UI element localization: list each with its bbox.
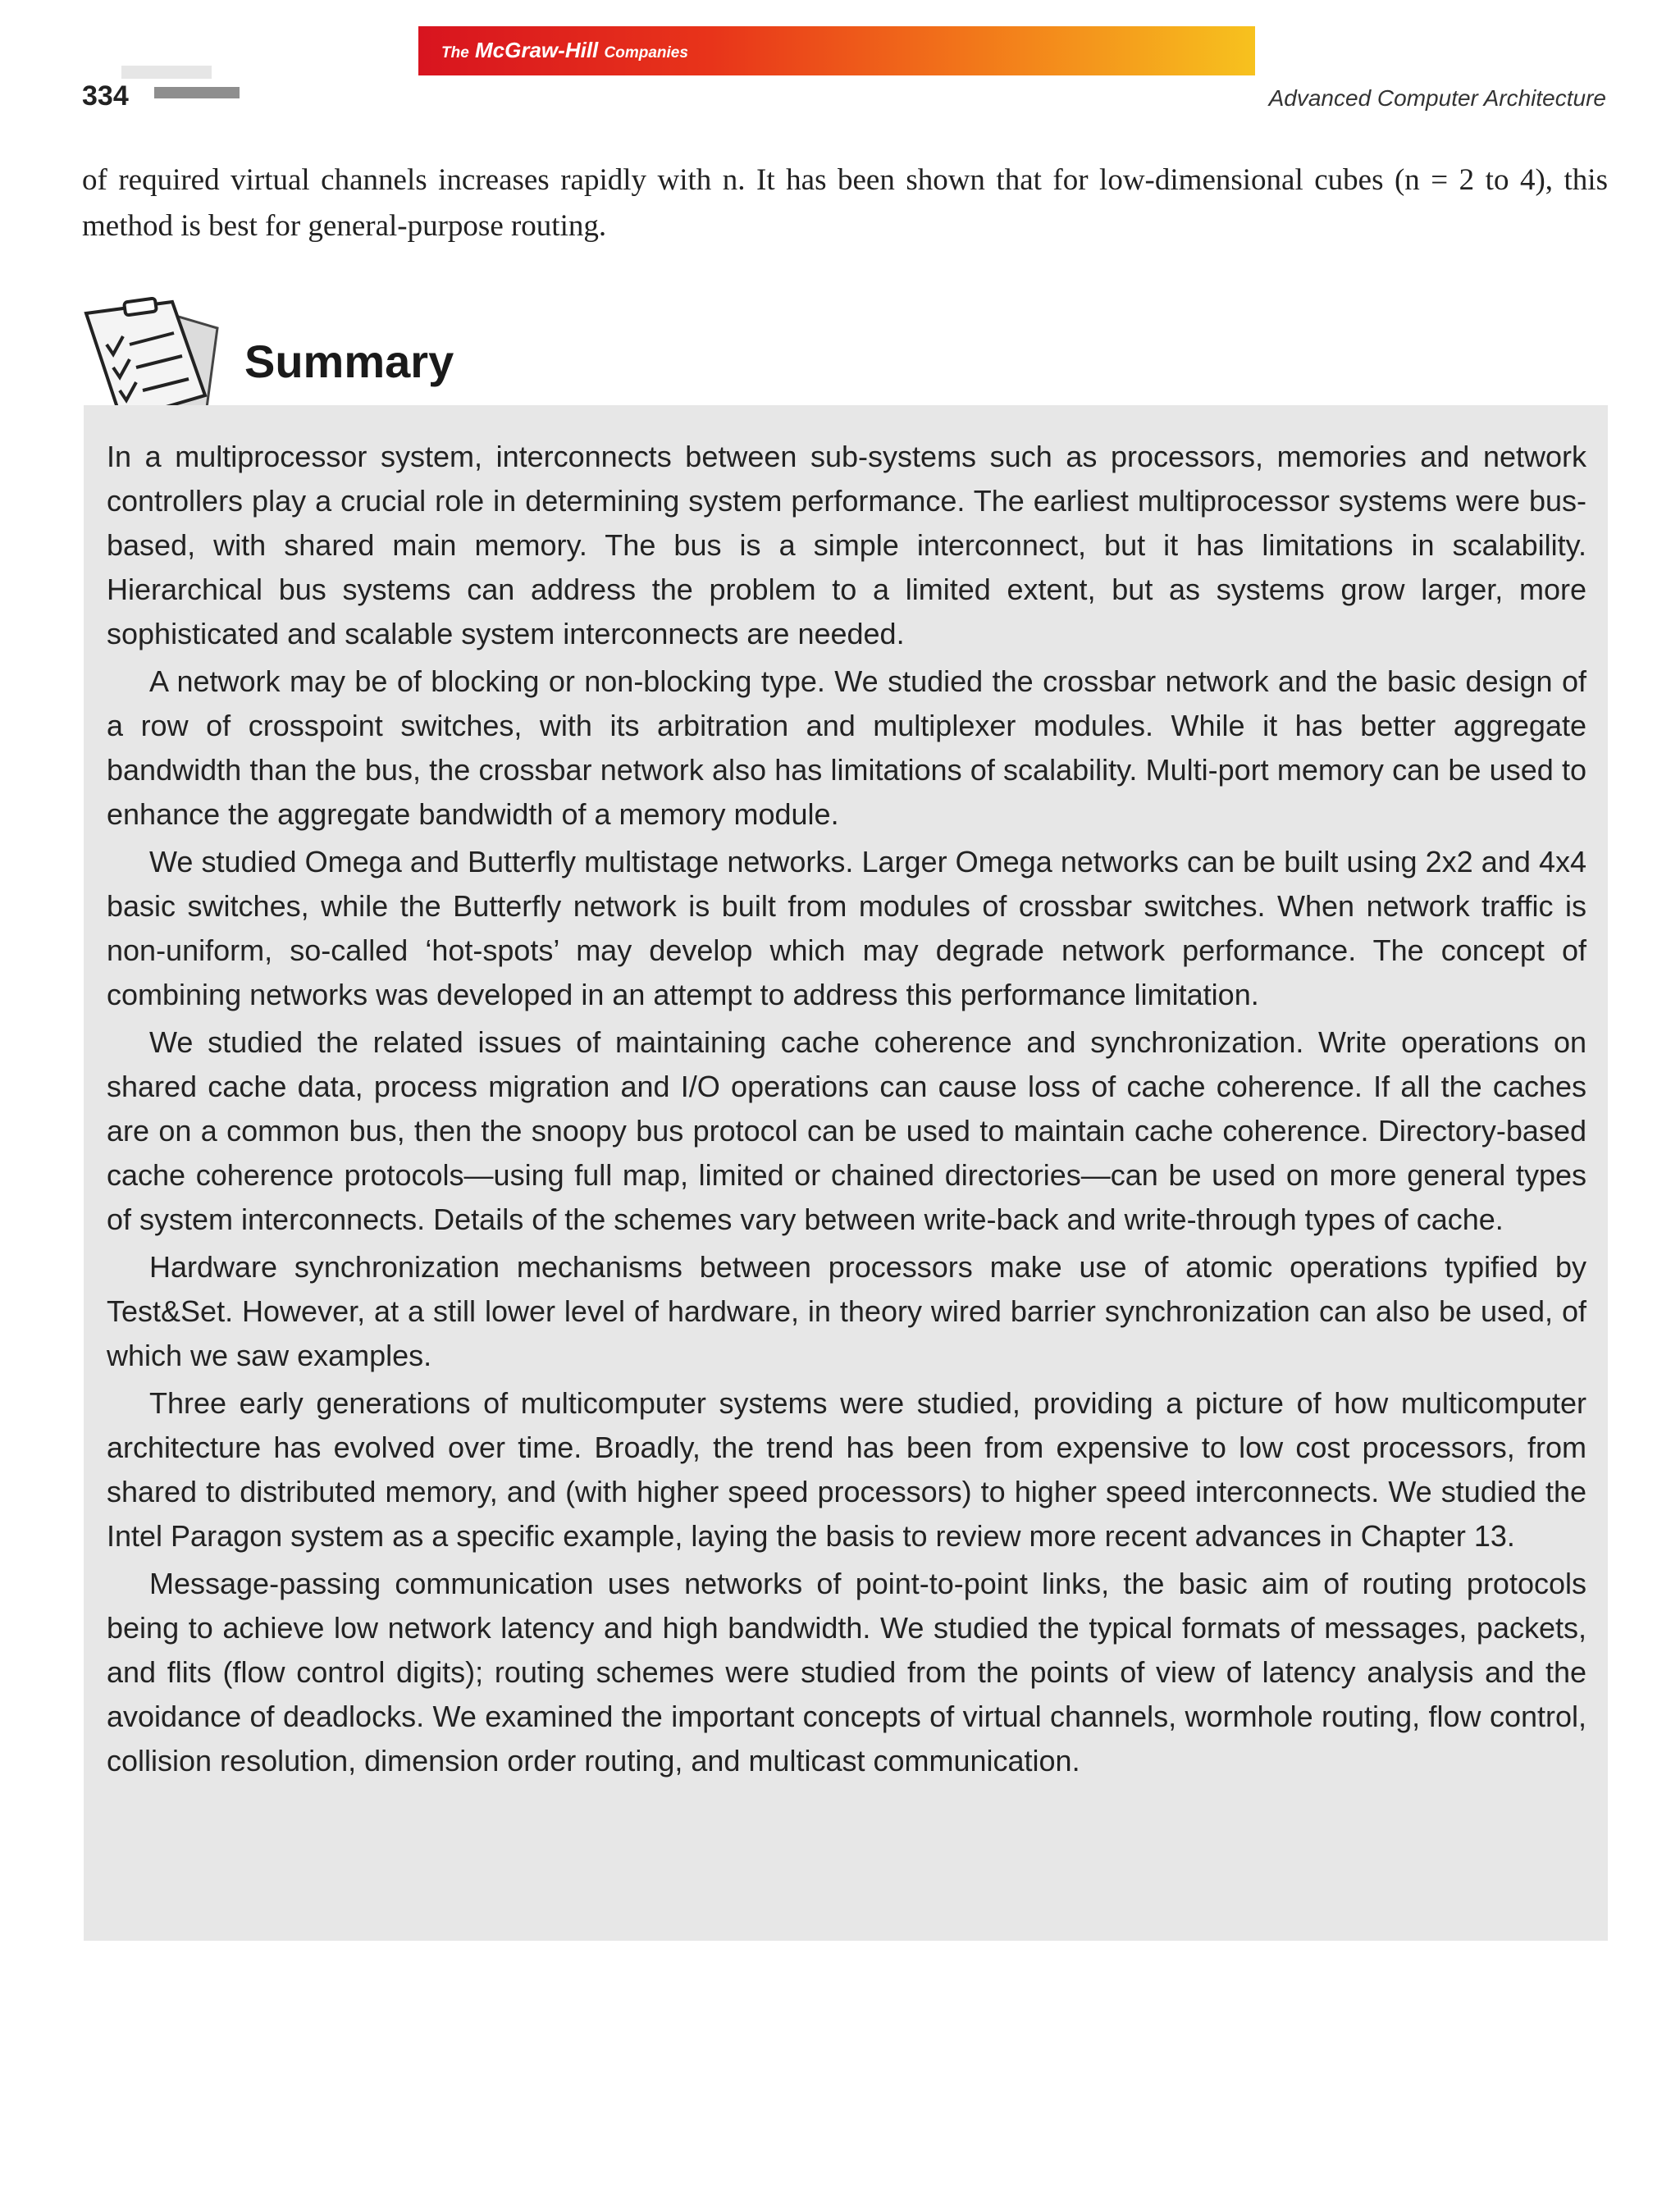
header-decoration-gray — [154, 87, 240, 98]
summary-paragraph: Three early generations of multicomputer systems were studied, providing a picture of how multicomputer architecture has evolved over time. Broadly, the trend has been from expensive to low cost processors, from shared to distributed memory, and (with higher speed processors) to higher speed interconnects. We studied the Intel Paragon system as a specific example, laying the basis to review more recent advances in Chapter 13. — [107, 1386, 1586, 1553]
header-decoration-light — [121, 66, 212, 79]
summary-paragraph: We studied Omega and Butterfly multistage networks. Larger Omega networks can be built using 2x2 and 4x4 basic switches, while the Butterfly network is built from modules of crossbar switches. When network traffic is non-uniform, so-called ‘hot-spots’ may develop which may degrade network performance. The concept of combining networks was developed in an attempt to address this performance limitation. — [107, 845, 1586, 1011]
intro-paragraph: of required virtual channels increases rapidly with n. It has been shown that for low-dimensional cubes (n = 2 to 4), this method is best for general-purpose routing. — [82, 163, 1608, 243]
publisher-logo: The McGraw-Hill Companies — [441, 38, 688, 62]
summary-paragraph: We studied the related issues of maintaining cache coherence and synchronization. Write operations on shared cache data, process migration and I/O operations can cause loss of cache coherence. If all the caches are on a common bus, then the snoopy bus protocol can be used to maintain cache coherence. Directory-based cache coherence protocols—using full map, limited or chained directories—can be used on more general types of system interconnects. Details of the schemes vary between write-back and write-through types of cache. — [107, 1025, 1586, 1236]
publisher-banner — [418, 26, 1255, 75]
summary-paragraph: In a multiprocessor system, interconnects between sub-systems such as processors, memories and network controllers play a crucial role in determining system performance. The earliest multiprocessor systems were bus-based, with shared main memory. The bus is a simple interconnect, but it has limitations in scalability. Hierarchical bus systems can address the problem to a limited extent, but as systems grow larger, more sophisticated and scalable system interconnects are needed. — [107, 440, 1586, 650]
summary-paragraph: Hardware synchronization mechanisms between processors make use of atomic operations typified by Test&Set. However, at a still lower level of hardware, in theory wired barrier synchronization can also be used, of which we saw examples. — [107, 1250, 1586, 1372]
summary-paragraph: Message-passing communication uses networks of point-to-point links, the basic aim of routing protocols being to achieve low network latency and high bandwidth. We studied the typical formats of messages, packets, and flits (flow control digits); routing schemes were studied from the points of view of latency analysis and the avoidance of deadlocks. We examined the important concepts of virtual channels, wormhole routing, flow control, collision resolution, dimension order routing, and multicast communication. — [107, 1567, 1586, 1777]
section-heading: Summary — [244, 335, 454, 387]
running-head: Advanced Computer Architecture — [1268, 85, 1606, 111]
summary-body — [107, 435, 1586, 1787]
page-number: 334 — [82, 80, 129, 112]
summary-paragraph: A network may be of blocking or non-blocking type. We studied the crossbar network and the basic design of a row of crosspoint switches, with its arbitration and multiplexer modules. While it has better aggregate bandwidth than the bus, the crossbar network also has limitations of scalability. Multi-port memory can be used to enhance the aggregate bandwidth of a memory module. — [107, 664, 1586, 831]
